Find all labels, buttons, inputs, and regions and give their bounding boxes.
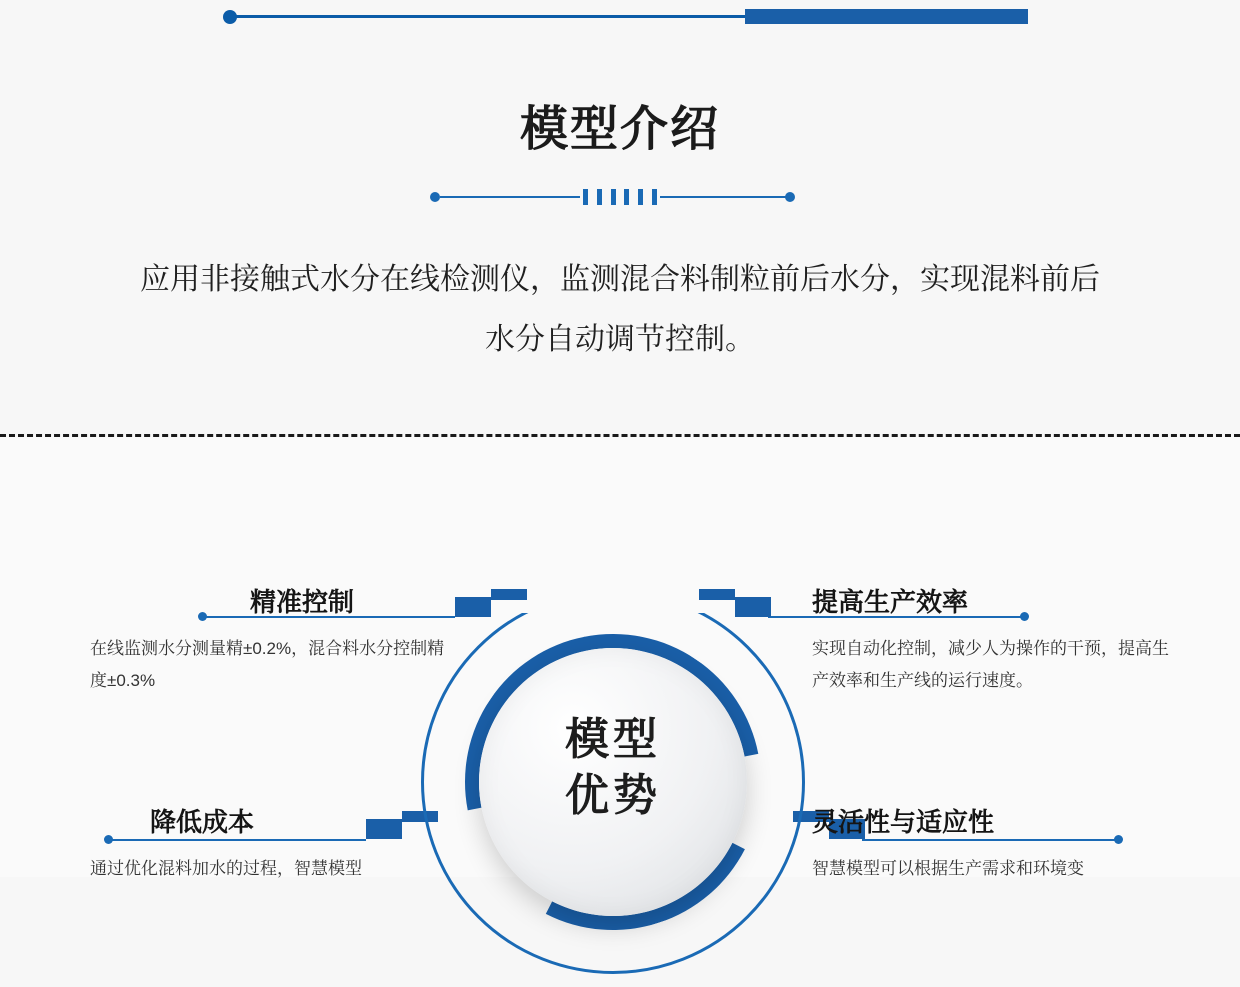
advantage-desc-bottom-right: 智慧模型可以根据生产需求和环境变 — [812, 859, 1084, 878]
center-label — [413, 712, 813, 824]
advantage-title-bottom-left: 降低成本 — [150, 807, 255, 837]
ornament-line-left — [440, 196, 580, 198]
advantages-section — [0, 437, 1240, 877]
page-title: 模型介绍 — [519, 103, 720, 156]
decoration-thick-line — [745, 9, 1028, 24]
ornament-line-right — [660, 196, 790, 198]
advantage-item-top-right — [812, 582, 1172, 697]
advantage-desc-top-right: 实现自动化控制，减少人为操作的干预，提高生产效率和生产线的运行速度。 — [812, 639, 1169, 690]
title-ornament — [0, 186, 1240, 210]
advantage-desc-top-left: 在线监测水分测量精±0.2%，混合料水分控制精度±0.3% — [90, 639, 445, 690]
center-label-line2: 优势 — [565, 771, 661, 820]
advantage-title-top-right: 提高生产效率 — [812, 587, 969, 617]
center-ring-graphic — [413, 582, 813, 982]
advantage-item-bottom-left — [90, 802, 450, 885]
advantage-desc-bottom-left: 通过优化混料加水的过程，智慧模型 — [90, 859, 362, 878]
ornament-dot-left-icon — [430, 192, 440, 202]
decoration-thin-line — [232, 15, 747, 18]
center-label-line1: 模型 — [565, 715, 661, 764]
intro-paragraph: 应用非接触式水分在线检测仪，监测混合料制粒前后水分，实现混料前后水分自动调节控制。 — [140, 263, 1100, 356]
top-decoration-bar — [0, 0, 1240, 40]
ornament-dot-right-icon — [785, 192, 795, 202]
ornament-ticks-icon — [583, 189, 657, 205]
advantage-item-top-left — [90, 582, 450, 697]
advantage-title-bottom-right: 灵活性与适应性 — [812, 807, 995, 837]
advantage-item-bottom-right — [812, 802, 1172, 885]
advantage-title-top-left: 精准控制 — [250, 587, 355, 617]
